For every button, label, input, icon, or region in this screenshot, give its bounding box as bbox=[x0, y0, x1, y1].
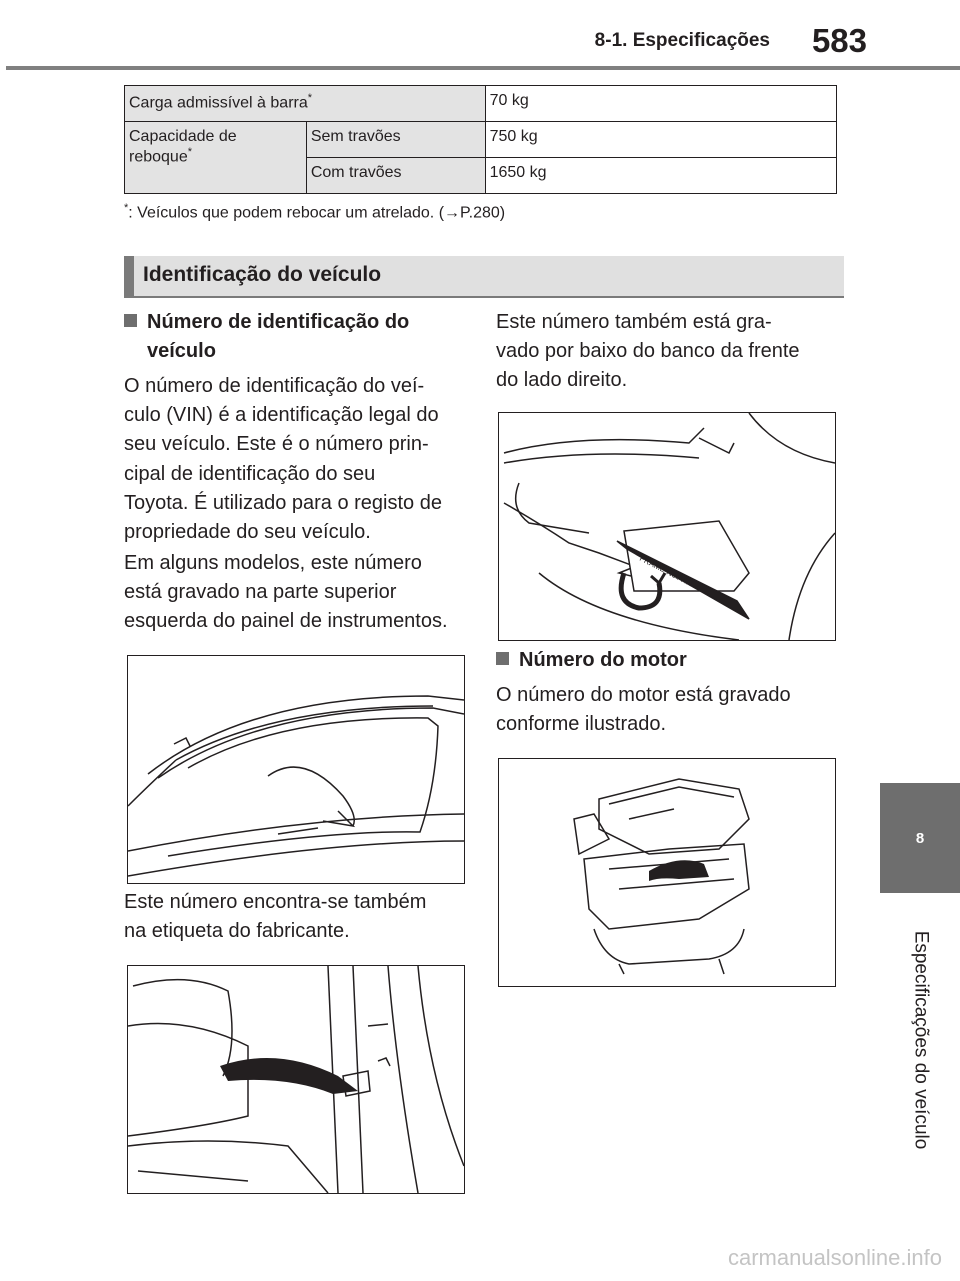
section-heading bbox=[124, 256, 844, 298]
table-row bbox=[125, 86, 837, 122]
table-cell-sublabel: Com travões bbox=[306, 158, 485, 194]
table-row bbox=[125, 122, 837, 158]
table-cell-value: 750 kg bbox=[485, 122, 836, 158]
vin-paragraph-1: O número de identificação do veí- culo (VIN) é a identificação legal do seu veículo. Este é o número prin- cipal de identificação do seu Toyota. É utilizado para o registo de propriedade do seu veículo. bbox=[124, 375, 442, 544]
table-cell-value: 1650 kg bbox=[485, 158, 836, 194]
square-bullet-icon bbox=[496, 652, 509, 665]
windshield-vin-illustration bbox=[127, 655, 465, 884]
vin-paragraph-2: Em alguns modelos, este número está gravado na parte superior esquerda do painel de instrumentos. bbox=[124, 552, 448, 633]
table-cell-label: Carga admissível à barra* bbox=[125, 86, 486, 122]
footnote: *: Veículos que podem rebocar um atrelado. (→P.280) bbox=[124, 202, 506, 222]
floor-vin-illustration bbox=[498, 412, 836, 641]
engine-number-illustration bbox=[498, 758, 836, 987]
square-bullet-icon bbox=[124, 314, 137, 327]
engine-heading: Número do motor bbox=[496, 646, 687, 675]
chapter-title: Especificações do veículo bbox=[910, 930, 931, 1150]
section-accent bbox=[124, 256, 134, 298]
page-reference-link[interactable]: P.280) bbox=[460, 204, 506, 222]
chapter-title-vertical bbox=[880, 900, 960, 1180]
arrow-icon: → bbox=[444, 204, 461, 222]
section-title: Identificação do veículo bbox=[143, 263, 382, 286]
chapter-number: 8 bbox=[915, 829, 925, 847]
spec-table bbox=[124, 85, 837, 194]
header-section-title: 8-1. Especificações bbox=[594, 30, 770, 51]
vin-heading: Número de identificação do veículo bbox=[124, 308, 409, 366]
vin-paragraph-4: Este número também está gra- vado por baixo do banco da frente do lado direito. bbox=[496, 311, 800, 392]
chapter-tab[interactable] bbox=[880, 783, 960, 893]
vin-paragraph-3: Este número encontra-se também na etiqueta do fabricante. bbox=[124, 891, 427, 943]
table-cell-sublabel: Sem travões bbox=[306, 122, 485, 158]
table-cell-group-label: Capacidade de reboque* bbox=[125, 122, 307, 194]
table-cell-value: 70 kg bbox=[485, 86, 836, 122]
header-divider bbox=[6, 66, 960, 70]
seat-label-illustration bbox=[127, 965, 465, 1194]
page-number: 583 bbox=[811, 22, 867, 59]
frame-vin-plate-text: FRAME No./VIN bbox=[638, 553, 695, 589]
engine-paragraph-1: O número do motor está gravado conforme ilustrado. bbox=[496, 684, 791, 736]
site-watermark: carmanualsonline.info bbox=[727, 1245, 942, 1270]
